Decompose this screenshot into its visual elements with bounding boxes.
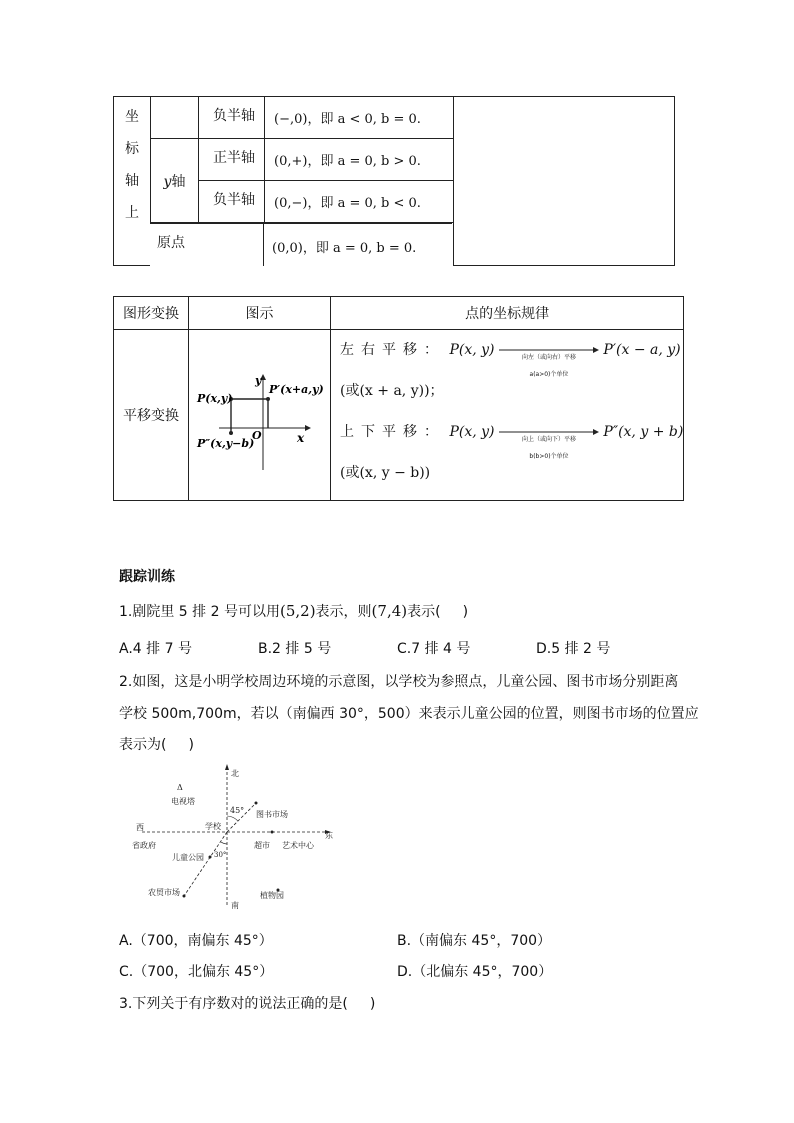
angle45-arc bbox=[227, 816, 238, 821]
axis-label-char: 轴 bbox=[125, 173, 139, 189]
translation-diagram bbox=[189, 330, 330, 496]
row-label: 平移变换 bbox=[114, 330, 189, 501]
ud-or: (或(x, y − b)) bbox=[340, 465, 431, 481]
map-tv-tower: 电视塔 bbox=[171, 797, 195, 806]
x-axis-arrow bbox=[305, 425, 311, 431]
north-arrow bbox=[225, 764, 229, 770]
neg-half-label: 负半轴 bbox=[199, 97, 265, 139]
label-p2: P″(x,y−b) bbox=[197, 437, 255, 450]
point-p2 bbox=[229, 431, 233, 435]
q2-option-a: A.（700，南偏东 45°） bbox=[119, 933, 273, 949]
map-farm-market: 农贸市场 bbox=[148, 888, 180, 897]
map-school: 学校 bbox=[205, 822, 221, 831]
label-origin: O bbox=[252, 429, 262, 442]
q1-option-c: C.7 排 4 号 bbox=[397, 641, 471, 657]
q2-option-d: D.（北偏东 45°，700） bbox=[397, 964, 553, 980]
section-title: 跟踪训练 bbox=[119, 569, 175, 585]
ud-label: 上下平移： bbox=[340, 424, 445, 440]
book-market-dot bbox=[255, 802, 258, 805]
q2-option-c: C.（700，北偏东 45°） bbox=[119, 964, 274, 980]
map-kids-park: 儿童公园 bbox=[172, 853, 204, 862]
q1-option-d: D.5 排 2 号 bbox=[536, 641, 611, 657]
origin-row bbox=[150, 223, 452, 266]
axis-label-char: 标 bbox=[125, 141, 139, 157]
header-cell: 图示 bbox=[189, 297, 331, 330]
farm-market-dot bbox=[183, 895, 186, 898]
header-cell: 点的坐标规律 bbox=[331, 297, 684, 330]
origin-label-cell bbox=[150, 224, 264, 266]
map-botanic: 植物园 bbox=[260, 891, 284, 900]
map-east: 东 bbox=[325, 831, 333, 840]
axis-label-cell bbox=[114, 97, 151, 266]
lr-to: P′(x − a, y) bbox=[603, 342, 681, 358]
y-axis-label: y轴 bbox=[151, 139, 199, 223]
arrow-icon bbox=[499, 346, 599, 354]
lr-arrow: 向左（或向右）平移 a(a>0)个单位 bbox=[499, 340, 599, 360]
lr-label: 左右平移： bbox=[340, 342, 445, 358]
row-value: (0,−)，即 a = 0, b < 0. bbox=[265, 181, 454, 223]
empty-cell bbox=[151, 97, 199, 139]
map-art-center: 艺术中心 bbox=[282, 841, 314, 850]
map-north: 北 bbox=[231, 769, 239, 778]
kids-park-dot bbox=[209, 856, 212, 859]
arrow-icon bbox=[499, 428, 599, 436]
question-3: 3.下列关于有序数对的说法正确的是( ) bbox=[119, 996, 376, 1012]
label-p: P(x,y) bbox=[197, 392, 233, 405]
question-2-line2: 学校 500m,700m，若以（南偏西 30°，500）来表示儿童公园的位置，则图书市场的位置应 bbox=[119, 706, 699, 722]
ud-to: P″(x, y + b) bbox=[603, 424, 684, 440]
ud-from: P(x, y) bbox=[449, 424, 495, 440]
q1-option-b: B.2 排 5 号 bbox=[258, 641, 332, 657]
school-map bbox=[128, 762, 348, 912]
point-p1 bbox=[266, 397, 270, 401]
map-south: 南 bbox=[231, 901, 239, 910]
origin-label: 原点 bbox=[157, 235, 185, 251]
ud-arrow: 向上（或向下）平移 b(b>0)个单位 bbox=[499, 422, 599, 442]
question-2-line3: 表示为( ) bbox=[119, 737, 194, 753]
header-cell: 图形变换 bbox=[114, 297, 189, 330]
map-west: 西 bbox=[136, 823, 144, 832]
lr-or: (或(x + a, y))； bbox=[340, 383, 444, 399]
neg-half-label: 负半轴 bbox=[199, 181, 265, 223]
angle30-arc bbox=[221, 842, 227, 844]
axis-label-char: 上 bbox=[125, 205, 139, 221]
blank-cell bbox=[454, 97, 675, 266]
row-value: (−,0)，即 a < 0, b = 0. bbox=[265, 97, 454, 139]
lr-rule bbox=[340, 330, 683, 378]
map-angle45: 45° bbox=[230, 806, 245, 815]
farm-market-line bbox=[184, 832, 227, 896]
label-x: x bbox=[297, 431, 305, 445]
question-1: 1.剧院里 5 排 2 号可以用(5,2)表示，则(7,4)表示( ) bbox=[119, 602, 469, 620]
pos-half-label: 正半轴 bbox=[199, 139, 265, 181]
axis-label-char: 坐 bbox=[125, 109, 139, 125]
map-supermarket: 超市 bbox=[254, 841, 270, 850]
row-value: (0,0)，即 a = 0, b = 0. bbox=[272, 241, 417, 256]
translation-path bbox=[231, 399, 268, 428]
translation-table bbox=[113, 296, 684, 501]
q1-option-a: A.4 排 7 号 bbox=[119, 641, 192, 657]
map-gov: 省政府 bbox=[132, 841, 156, 850]
diagram-cell bbox=[189, 330, 331, 501]
label-p1: P′(x+a,y) bbox=[269, 383, 324, 396]
lr-from: P(x, y) bbox=[449, 342, 495, 358]
map-book-market: 图书市场 bbox=[256, 810, 288, 819]
ud-rule bbox=[340, 412, 684, 460]
question-2-line1: 2.如图，这是小明学校周边环境的示意图，以学校为参照点，儿童公园、图书市场分别距离 bbox=[119, 674, 679, 690]
label-y: y bbox=[255, 374, 262, 387]
map-angle30: 30° bbox=[214, 851, 227, 859]
supermarket-dot bbox=[271, 831, 274, 834]
rule-cell bbox=[331, 330, 684, 501]
q2-option-b: B.（南偏东 45°，700） bbox=[397, 933, 552, 949]
row-value: (0,+)，即 a = 0, b > 0. bbox=[265, 139, 454, 181]
tv-tower-mark: Δ bbox=[177, 783, 183, 792]
